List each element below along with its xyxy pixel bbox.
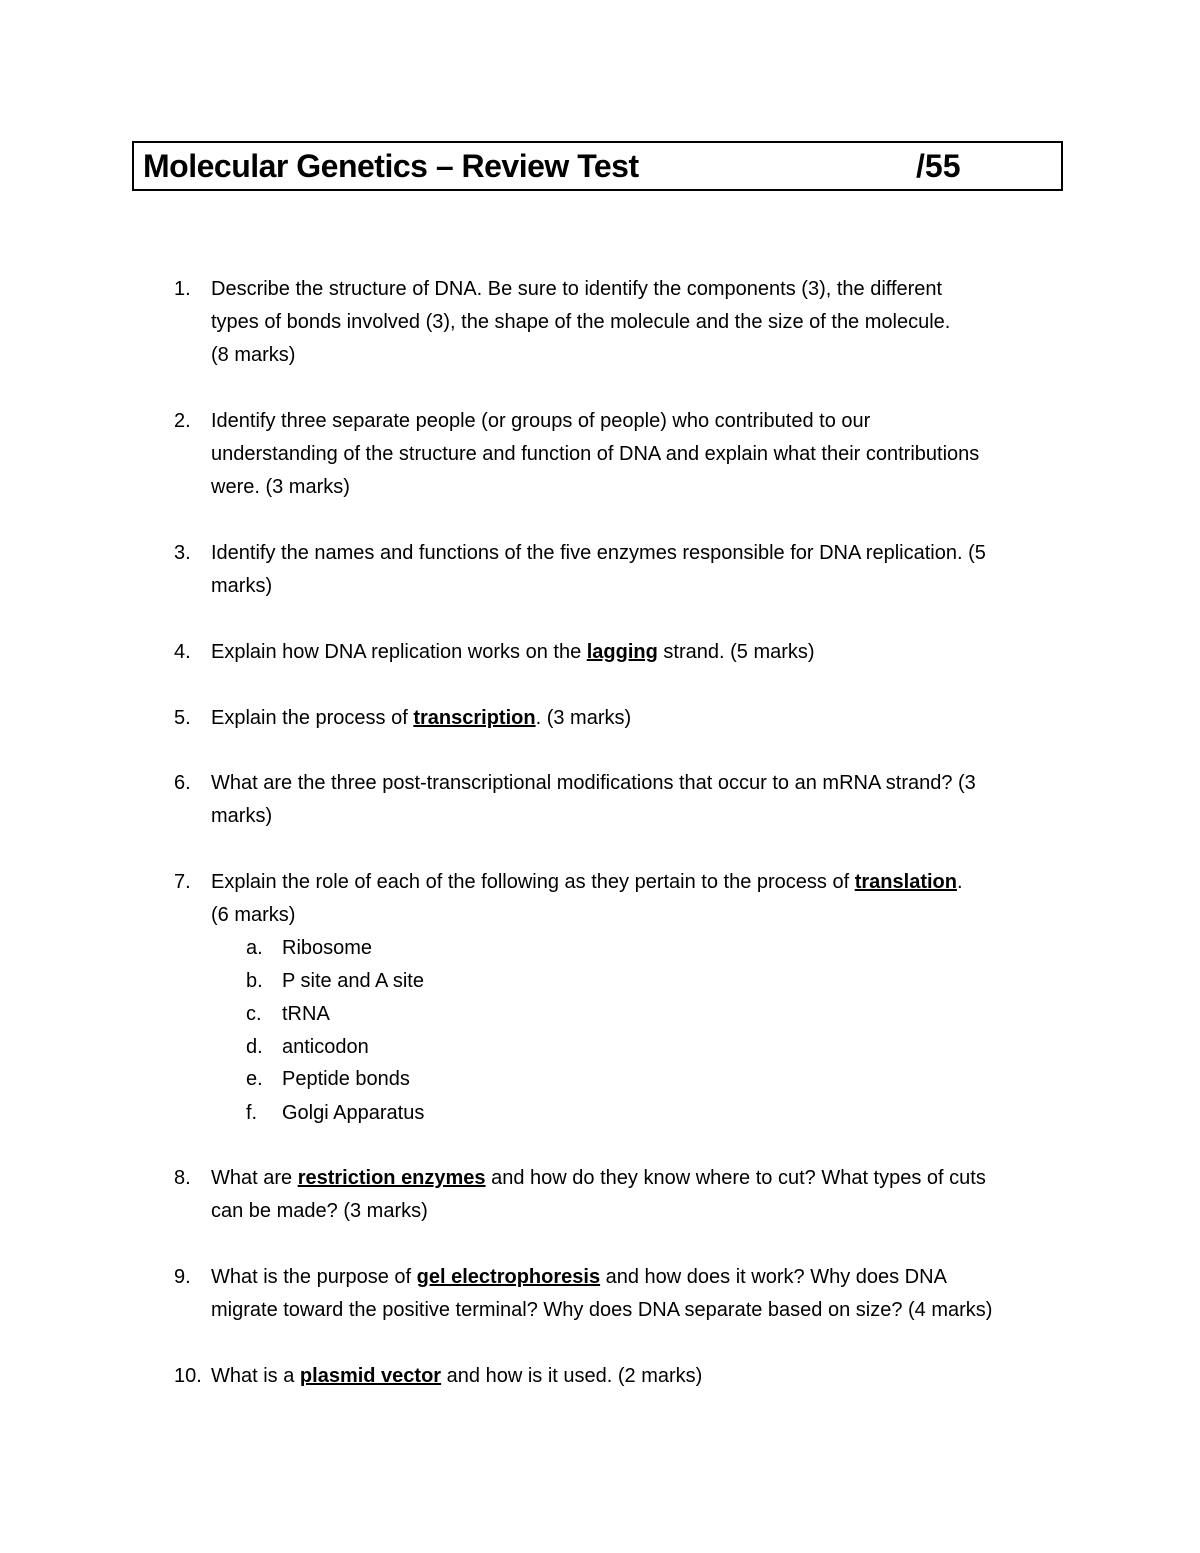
key-term: translation: [854, 871, 957, 893]
question-number: 8.: [174, 1167, 191, 1189]
question-text-line: [211, 866, 963, 899]
total-score: /55: [916, 148, 961, 184]
question-text-line: Identify the names and functions of the five enzymes responsible for DNA replication. (5: [211, 542, 986, 564]
question-text-line: understanding of the structure and function of DNA and explain what their contributions: [211, 443, 980, 465]
question-text-line: types of bonds involved (3), the shape of the molecule and the size of the molecule.: [211, 311, 951, 333]
question-text: and how do they know where to cut? What types of cuts: [485, 1167, 986, 1189]
question-text-line: were. (3 marks): [211, 476, 350, 498]
sub-item-text: Ribosome: [282, 937, 373, 959]
question-number: 5.: [174, 707, 191, 729]
question-text: What are: [211, 1167, 298, 1189]
question-text: Explain the role of each of the following as they pertain to the process of: [211, 871, 855, 893]
sub-item-text: tRNA: [282, 1003, 330, 1025]
question-text: and how does it work? Why does DNA: [600, 1266, 947, 1288]
sub-item-letter: b.: [246, 970, 263, 992]
question-text-line: [211, 1261, 947, 1294]
key-term: plasmid vector: [299, 1365, 442, 1387]
question-number: 1.: [174, 278, 191, 300]
question-text-line: [211, 702, 631, 735]
question-text: strand. (5 marks): [657, 641, 815, 663]
sub-item-text: P site and A site: [282, 970, 424, 992]
question-text: . (3 marks): [535, 707, 632, 729]
question-text-line: (8 marks): [211, 344, 296, 366]
question-text: Explain how DNA replication works on the: [211, 641, 587, 663]
question-text-line: can be made? (3 marks): [211, 1200, 428, 1222]
sub-item-letter: a.: [246, 937, 263, 959]
page-title: Molecular Genetics – Review Test: [143, 148, 639, 184]
question-text-line: marks): [211, 805, 273, 827]
question-number: 3.: [174, 542, 191, 564]
question-number: 10.: [174, 1365, 202, 1387]
sub-item-text: Golgi Apparatus: [282, 1102, 425, 1124]
sub-item-letter: e.: [246, 1068, 263, 1090]
question-number: 9.: [174, 1266, 191, 1288]
question-text-line: [211, 1162, 986, 1195]
sub-item-text: anticodon: [282, 1036, 369, 1058]
question-text-line: migrate toward the positive terminal? Why does DNA separate based on size? (4 marks): [211, 1299, 993, 1321]
question-number: 2.: [174, 410, 191, 432]
question-text-line: [211, 636, 815, 669]
question-text-line: (6 marks): [211, 904, 296, 926]
question-number: 7.: [174, 871, 191, 893]
sub-item-letter: d.: [246, 1036, 263, 1058]
question-text-line: marks): [211, 575, 273, 597]
question-number: 4.: [174, 641, 191, 663]
key-term: restriction enzymes: [297, 1167, 486, 1189]
sub-item-letter: c.: [246, 1003, 262, 1025]
question-text: .: [956, 871, 963, 893]
key-term: gel electrophoresis: [416, 1266, 601, 1288]
key-term: transcription: [413, 707, 536, 729]
title-box: [132, 141, 1063, 191]
sub-item-text: Peptide bonds: [282, 1068, 410, 1090]
question-text: Explain the process of: [211, 707, 414, 729]
question-text: What is the purpose of: [211, 1266, 417, 1288]
question-text-line: [211, 1360, 702, 1393]
question-text-line: What are the three post-transcriptional modifications that occur to an mRNA strand? (3: [211, 772, 976, 794]
question-text: What is a: [211, 1365, 300, 1387]
question-text-line: Describe the structure of DNA. Be sure to identify the components (3), the different: [211, 278, 943, 300]
key-term: lagging: [586, 641, 658, 663]
question-text-line: Identify three separate people (or groups of people) who contributed to our: [211, 410, 871, 432]
question-text: and how is it used. (2 marks): [441, 1365, 703, 1387]
question-number: 6.: [174, 772, 191, 794]
sub-item-letter: f.: [246, 1102, 258, 1124]
